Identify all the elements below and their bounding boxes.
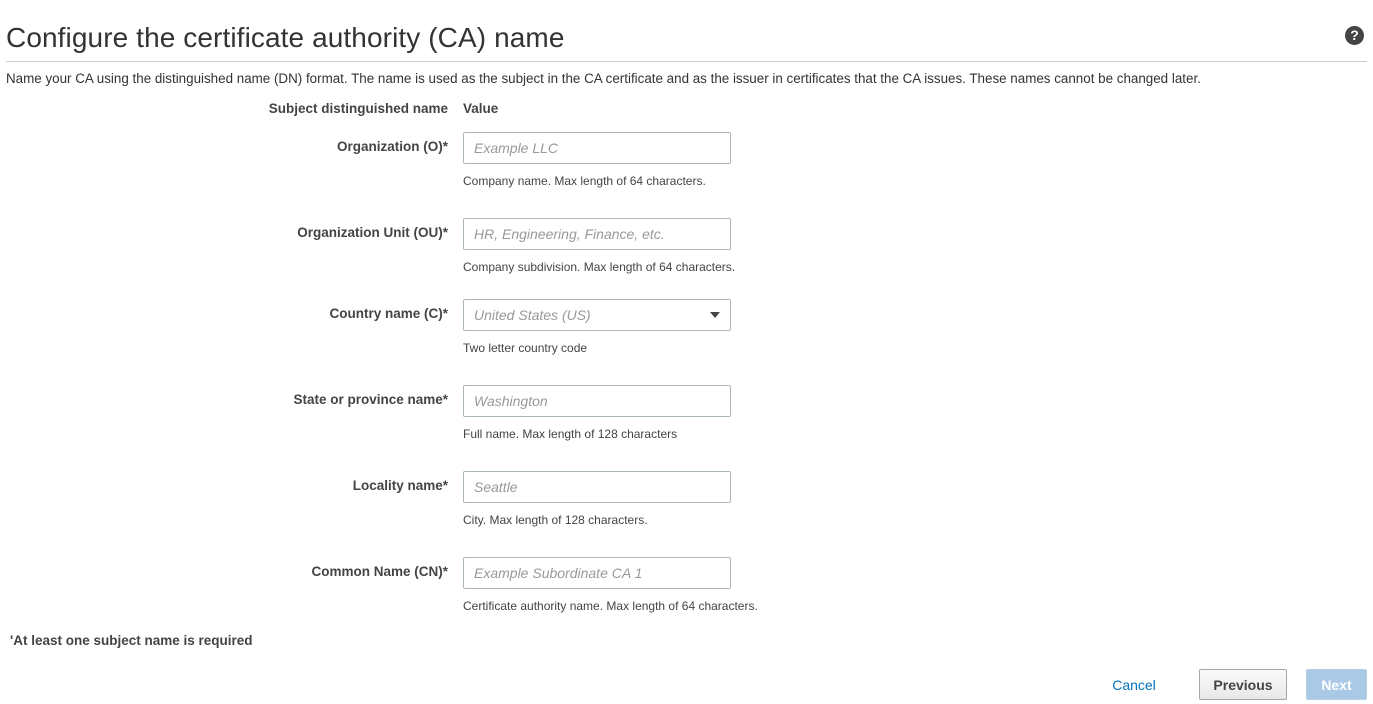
column-header-value: Value: [463, 101, 499, 116]
title-divider: [6, 61, 1367, 62]
field-row-organization-unit: [0, 218, 1373, 288]
country-select-value: United States (US): [474, 307, 591, 323]
field-label-common-name: Common Name (CN)*: [311, 564, 448, 579]
caret-down-icon: [710, 312, 720, 318]
field-hint-country: Two letter country code: [463, 341, 588, 355]
field-hint-locality: City. Max length of 128 characters.: [463, 513, 648, 527]
field-hint-organization: Company name. Max length of 64 characters.: [463, 174, 706, 188]
field-row-organization: [0, 132, 1373, 202]
field-hint-organization-unit: Company subdivision. Max length of 64 characters.: [463, 260, 736, 274]
field-label-locality: Locality name*: [352, 478, 448, 493]
field-label-organization-unit: Organization Unit (OU)*: [297, 225, 448, 240]
field-row-state: [0, 385, 1373, 455]
field-row-common-name: [0, 557, 1373, 627]
question-circle-icon[interactable]: ?: [1345, 26, 1364, 45]
locality-input[interactable]: [463, 471, 731, 503]
organization-unit-input[interactable]: [463, 218, 731, 250]
field-label-country: Country name (C)*: [329, 306, 448, 321]
field-label-state: State or province name*: [293, 392, 448, 407]
organization-input[interactable]: [463, 132, 731, 164]
field-row-locality: [0, 471, 1373, 541]
country-select[interactable]: [463, 299, 731, 331]
next-button[interactable]: Next: [1306, 669, 1367, 700]
field-row-country: [0, 299, 1373, 369]
cancel-button[interactable]: Cancel: [1100, 670, 1168, 700]
column-header-subject: Subject distinguished name: [268, 101, 448, 116]
common-name-input[interactable]: [463, 557, 731, 589]
field-hint-common-name: Certificate authority name. Max length of 64 characters.: [463, 599, 758, 613]
required-note: 'At least one subject name is required: [10, 633, 253, 648]
intro-text: Name your CA using the distinguished name (DN) format. The name is used as the subject in the CA certificate and as the issuer in certificates that the CA issues. These names cannot be changed later.: [6, 71, 1201, 86]
state-input[interactable]: [463, 385, 731, 417]
previous-button[interactable]: Previous: [1199, 669, 1287, 700]
field-hint-state: Full name. Max length of 128 characters: [463, 427, 678, 441]
page-title: Configure the certificate authority (CA) name: [6, 22, 565, 53]
field-label-organization: Organization (O)*: [337, 139, 448, 154]
